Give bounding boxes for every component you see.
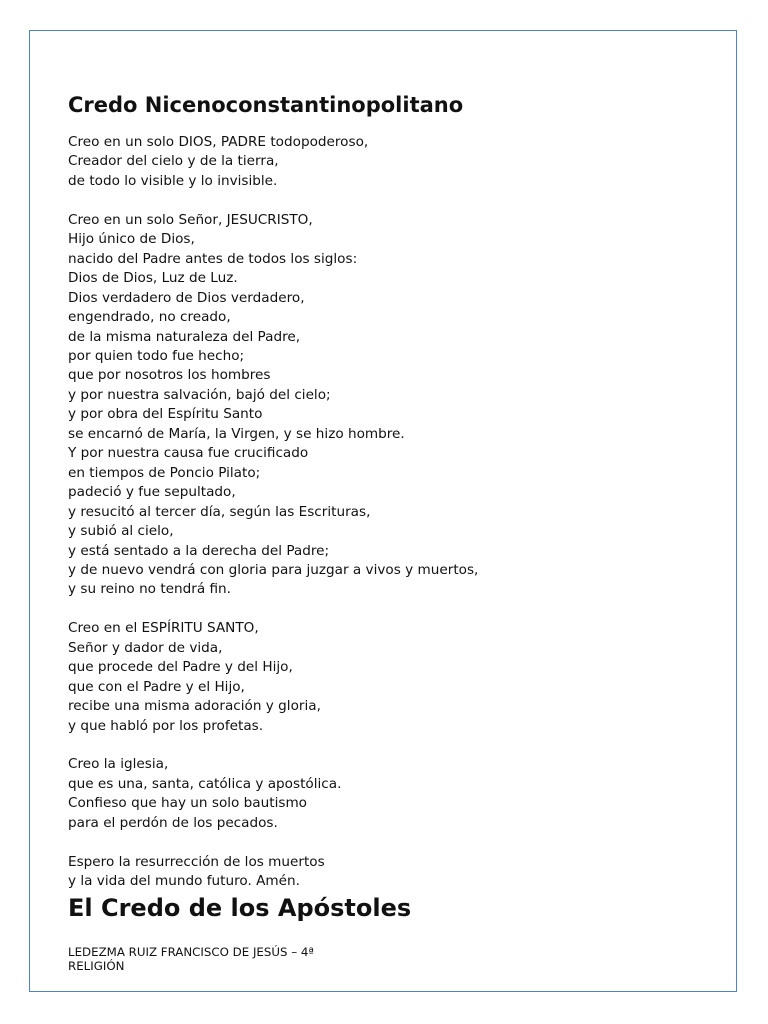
creed-line: que es una, santa, católica y apostólica. (68, 775, 342, 792)
creed-line: en tiempos de Poncio Pilato; (68, 464, 261, 481)
creed-line: Creo en el ESPÍRITU SANTO, (68, 620, 259, 637)
creed-line: Creo en un solo Señor, JESUCRISTO, (68, 211, 313, 228)
creed-line: nacido del Padre antes de todos los siglos: (68, 250, 358, 267)
document-title: Credo Nicenoconstantinopolitano (68, 93, 464, 117)
second-title: El Credo de los Apóstoles (68, 894, 412, 922)
creed-line: y su reino no tendrá fin. (68, 581, 231, 598)
footer-line-subject: RELIGIÓN (68, 959, 125, 973)
creed-line: de la misma naturaleza del Padre, (68, 328, 301, 345)
creed-line: que por nosotros los hombres (68, 367, 271, 384)
creed-line: para el perdón de los pecados. (68, 814, 278, 831)
creed-line: Creo en un solo DIOS, PADRE todopoderoso, (68, 134, 369, 150)
creed-line: y por obra del Espíritu Santo (68, 406, 263, 423)
creed-body (68, 133, 478, 911)
stanza (68, 755, 478, 833)
creed-line: recibe una misma adoración y gloria, (68, 698, 321, 715)
creed-line: que con el Padre y el Hijo, (68, 678, 245, 695)
creed-line: y de nuevo vendrá con gloria para juzgar a vivos y muertos, (68, 561, 479, 578)
creed-line: Creo la iglesia, (68, 756, 169, 773)
creed-line: Confieso que hay un solo bautismo (68, 795, 307, 812)
creed-line: y que habló por los profetas. (68, 717, 264, 734)
footer-line-author: LEDEZMA RUIZ FRANCISCO DE JESÚS – 4ª (68, 945, 314, 959)
creed-line: y subió al cielo, (68, 523, 174, 540)
creed-line: y está sentado a la derecha del Padre; (68, 542, 330, 559)
creed-line: Hijo único de Dios, (68, 231, 195, 248)
creed-line: Espero la resurrección de los muertos (68, 853, 325, 870)
creed-line: se encarnó de María, la Virgen, y se hizo hombre. (68, 425, 405, 442)
creed-line: Dios de Dios, Luz de Luz. (68, 270, 238, 287)
creed-line: Señor y dador de vida, (68, 639, 223, 656)
creed-line: Creador del cielo y de la tierra, (68, 153, 279, 170)
creed-line: por quien todo fue hecho; (68, 347, 245, 364)
creed-line: Y por nuestra causa fue crucificado (68, 445, 309, 462)
creed-line: y la vida del mundo futuro. Amén. (68, 873, 300, 890)
author-footer (68, 945, 314, 973)
stanza (68, 619, 478, 736)
creed-line: Dios verdadero de Dios verdadero, (68, 289, 305, 306)
creed-line: y por nuestra salvación, bajó del cielo; (68, 386, 331, 403)
creed-line: engendrado, no creado, (68, 309, 231, 326)
creed-line: padeció y fue sepultado, (68, 484, 236, 501)
stanza (68, 853, 478, 892)
stanza (68, 211, 478, 600)
creed-line: de todo lo visible y lo invisible. (68, 172, 278, 189)
creed-line: y resucitó al tercer día, según las Escrituras, (68, 503, 371, 520)
creed-line: que procede del Padre y del Hijo, (68, 659, 293, 676)
stanza (68, 133, 478, 191)
